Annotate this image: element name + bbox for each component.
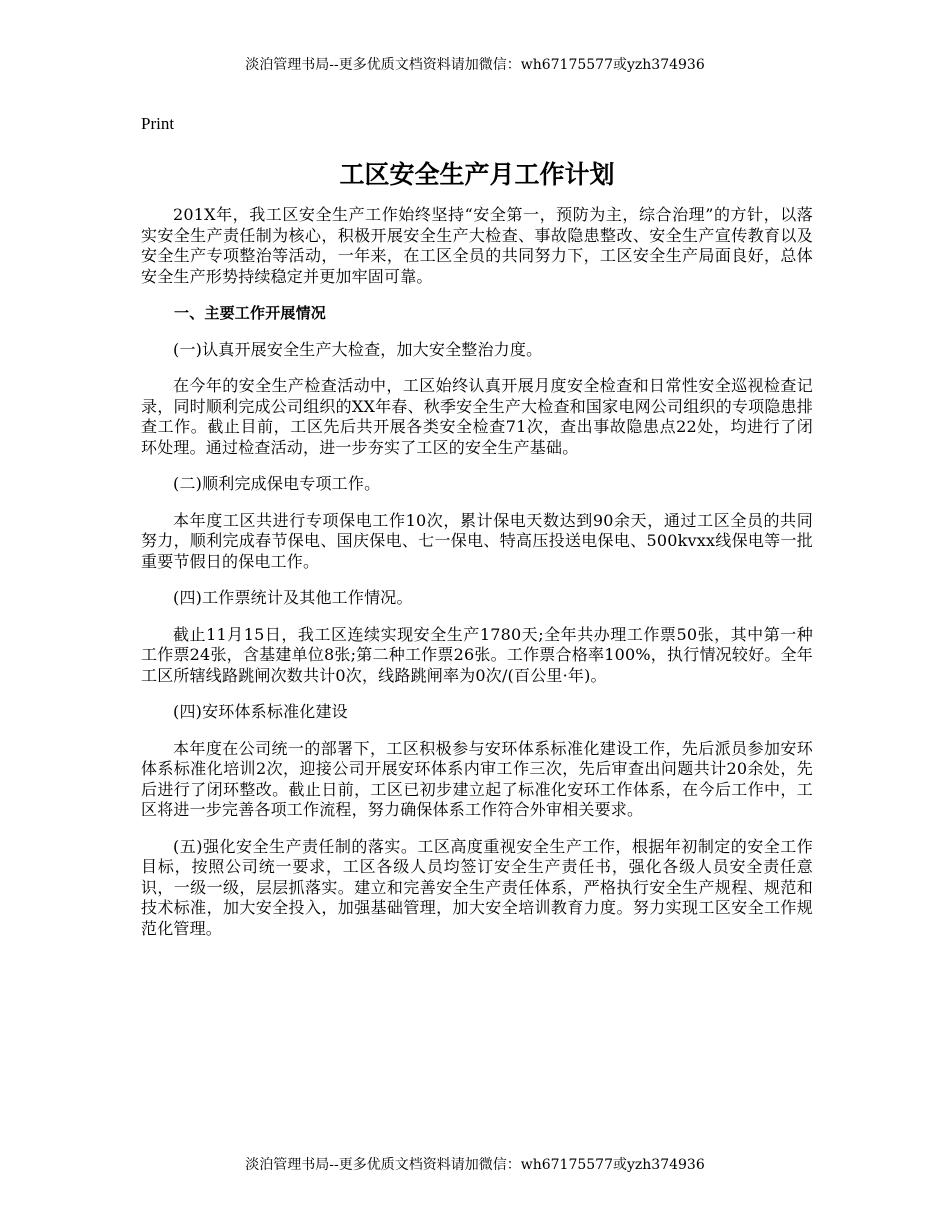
- item-title: (二)顺利完成保电专项工作。: [173, 474, 381, 493]
- section-heading: 一、主要工作开展情况: [174, 304, 327, 322]
- item-body: 本年度工区共进行专项保电工作10次，累计保电天数达到90余天，通过工区全员的共同努力，顺利完成春节保电、国庆保电、七一保电、特高压投送电保电、500kvxx线保电等一批重要节假日的保电工作。: [141, 510, 813, 571]
- intro-paragraph: 201X年，我工区安全生产工作始终坚持“安全第一，预防为主，综合治理”的方针，以落实安全生产责任制为核心，积极开展安全生产大检查、事故隐患整改、安全生产宣传教育以及安全生产专项整治等活动，一年来，在工区全员的共同努力下，工区安全生产局面良好，总体安全生产形势持续稳定并更加牢固可靠。: [141, 205, 813, 286]
- item-title: (一)认真开展安全生产大检查，加大安全整治力度。: [173, 339, 543, 359]
- item-body: 截止11月15日，我工区连续实现安全生产1780天;全年共办理工作票50张，其中第一种工作票24张，含基建单位8张;第二种工作票26张。工作票合格率100%，执行情况较好。全年工区所辖线路跳闸次数共计0次，线路跳闸率为0次/(百公里·年)。: [141, 624, 813, 685]
- item-body: (五)强化安全生产责任制的落实。工区高度重视安全生产工作，根据年初制定的安全工作目标，按照公司统一要求，工区各级人员均签订安全生产责任书，强化各级人员安全责任意识，一级一级，层层抓落实。建立和完善安全生产责任体系，严格执行安全生产规程、规范和技术标准，加大安全投入，加强基础管理，加大安全培训教育力度。努力实现工区安全工作规范化管理。: [141, 836, 813, 938]
- document-title: 工区安全生产月工作计划: [339, 160, 615, 189]
- print-label: Print: [141, 114, 175, 133]
- document-body: [141, 113, 813, 955]
- item-body: 本年度在公司统一的部署下，工区积极参与安环体系标准化建设工作，先后派员参加安环体系标准化培训2次，迎接公司开展安环体系内审工作三次，先后审查出问题共计20余处，先后进行了闭环整改。截止日前，工区已初步建立起了标准化安环工作体系，在今后工作中，工区将进一步完善各项工作流程，努力确保体系工作符合外审相关要求。: [141, 738, 813, 819]
- item-title: (四)工作票统计及其他工作情况。: [173, 588, 413, 607]
- item-title: (四)安环体系标准化建设: [173, 702, 348, 721]
- page-header: 淡泊管理书局--更多优质文档资料请加微信：wh67175577或yzh374936: [245, 57, 705, 73]
- item-body: 在今年的安全生产检查活动中，工区始终认真开展月度安全检查和日常性安全巡视检查记录，同时顺利完成公司组织的XX年春、秋季安全生产大检查和国家电网公司组织的专项隐患排查工作。截止目前，工区先后共开展各类安全检查71次，查出事故隐患点22处，均进行了闭环处理。通过检查活动，进一步夯实了工区的安全生产基础。: [141, 376, 813, 457]
- page-footer: 淡泊管理书局--更多优质文档资料请加微信：wh67175577或yzh374936: [245, 1157, 705, 1173]
